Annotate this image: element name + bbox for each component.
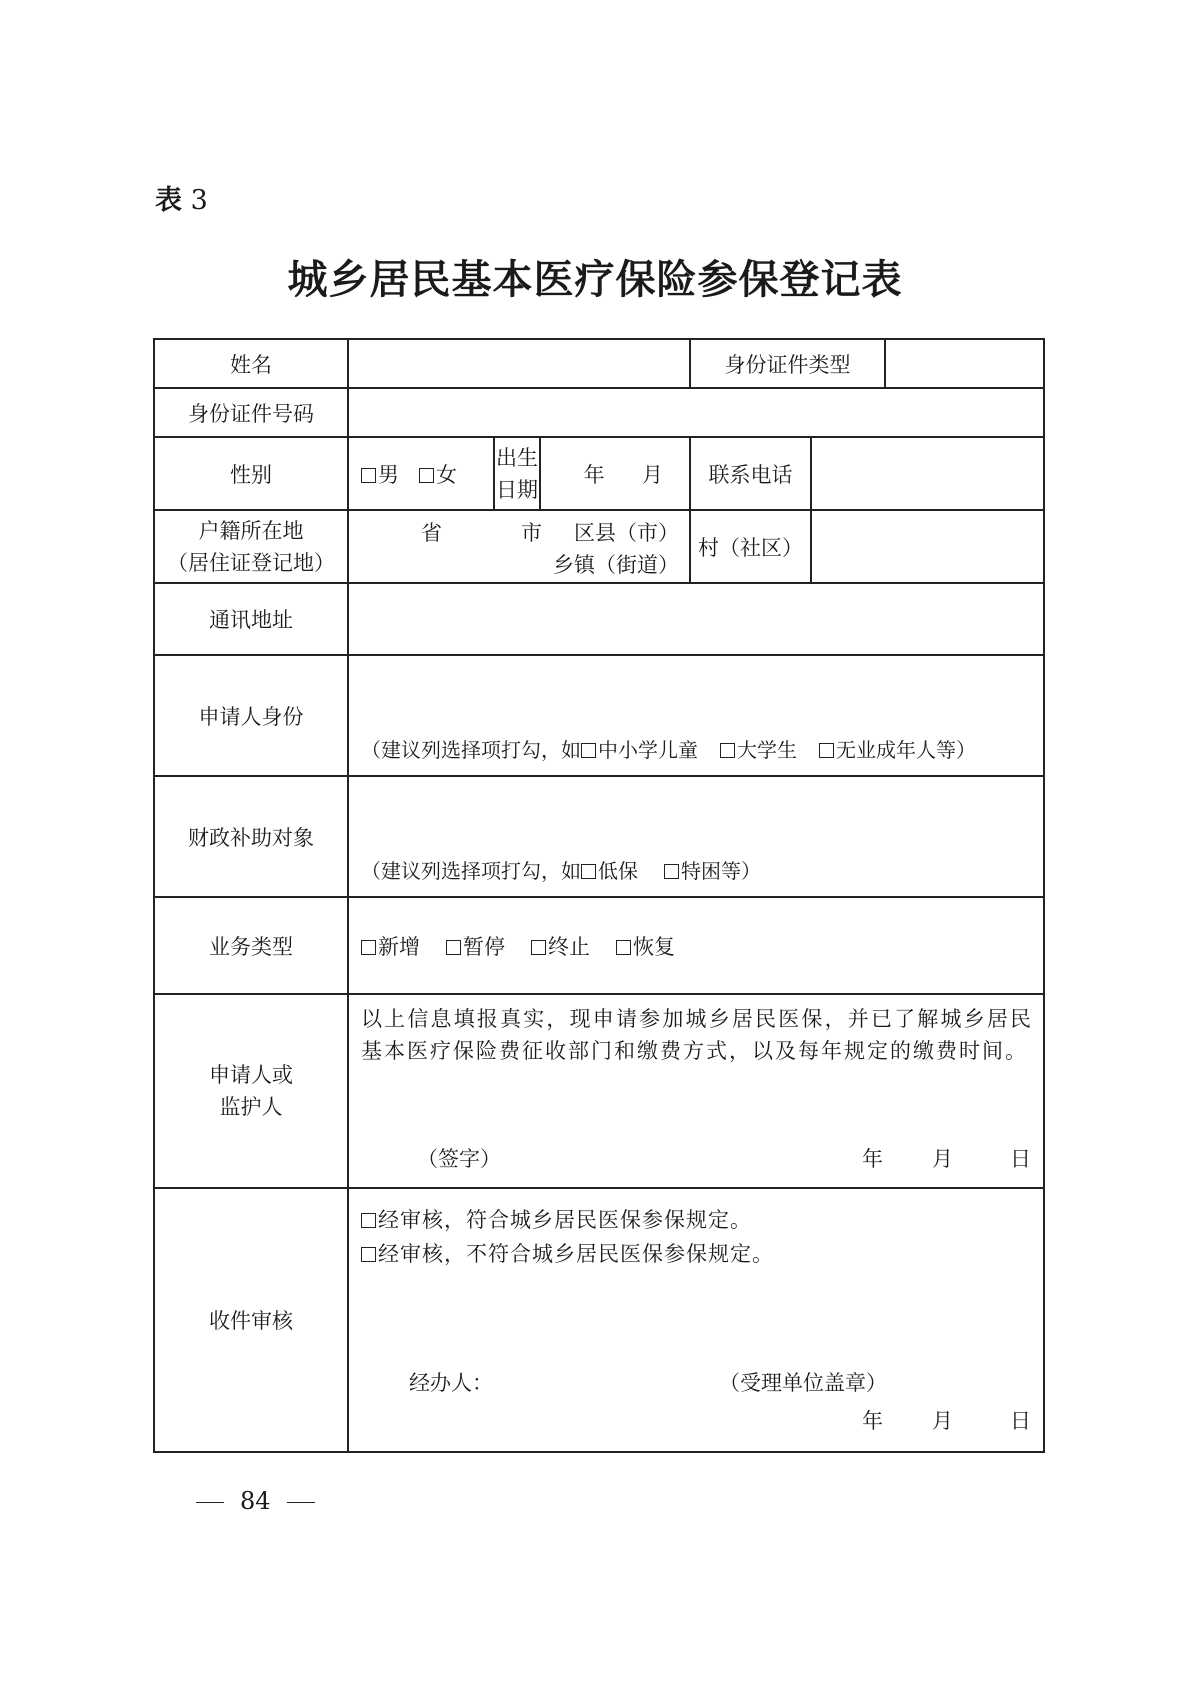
option-extreme-poverty[interactable]: 特困等 bbox=[664, 859, 741, 883]
name-field[interactable] bbox=[348, 339, 690, 388]
id-number-label: 身份证件号码 bbox=[154, 388, 348, 437]
gender-option-female[interactable]: 女 bbox=[419, 463, 457, 487]
option-primary-school-children[interactable]: 中小学儿童 bbox=[581, 738, 698, 762]
checkbox-icon[interactable] bbox=[361, 1247, 376, 1262]
subsidy-hint: （建议列选择项打勾，如 低保 特困等） bbox=[361, 859, 761, 883]
seal-label: （受理单位盖章） bbox=[719, 1371, 887, 1395]
signature-label: （签字） bbox=[417, 1147, 501, 1171]
page-number: 84 bbox=[240, 1487, 271, 1515]
handler-label: 经办人： bbox=[409, 1371, 493, 1395]
hukou-address-field[interactable] bbox=[348, 510, 690, 583]
birth-month-unit: 月 bbox=[642, 462, 664, 487]
table-number-prefix: 表 bbox=[155, 185, 182, 216]
hukou-district-unit: 区县（市） bbox=[574, 521, 680, 545]
review-label: 收件审核 bbox=[154, 1188, 348, 1452]
birth-date-label: 出生 日期 bbox=[494, 437, 540, 510]
option-unemployed-adult[interactable]: 无业成年人等 bbox=[819, 738, 956, 762]
applicant-identity-hint: （建议列选择项打勾，如 中小学儿童 大学生 无业成年人等） bbox=[361, 738, 976, 762]
applicant-declaration-cell bbox=[348, 994, 1044, 1188]
hukou-label: 户籍所在地 （居住证登记地） bbox=[154, 510, 348, 583]
birth-date-field[interactable] bbox=[540, 437, 690, 510]
gender-options bbox=[348, 437, 494, 510]
review-option-noncompliant[interactable]: 经审核，不符合城乡居民医保参保规定。 bbox=[361, 1237, 1043, 1271]
review-date-year-unit: 年 bbox=[862, 1409, 884, 1433]
date-day-unit: 日 bbox=[1010, 1147, 1032, 1171]
checkbox-icon[interactable] bbox=[531, 940, 546, 955]
id-type-cell bbox=[690, 339, 1044, 388]
date-year-unit: 年 bbox=[862, 1147, 884, 1171]
option-college-student[interactable]: 大学生 bbox=[720, 738, 797, 762]
checkbox-icon[interactable] bbox=[419, 468, 434, 483]
applicant-identity-label: 申请人身份 bbox=[154, 655, 348, 776]
registration-form bbox=[153, 338, 1045, 1453]
review-date-day-unit: 日 bbox=[1010, 1409, 1032, 1433]
checkbox-icon[interactable] bbox=[361, 940, 376, 955]
phone-field[interactable] bbox=[811, 437, 1044, 510]
gender-option-male[interactable]: 男 bbox=[361, 463, 399, 487]
birth-year-unit: 年 bbox=[583, 462, 605, 487]
checkbox-icon[interactable] bbox=[664, 864, 679, 879]
checkbox-icon[interactable] bbox=[446, 940, 461, 955]
gender-label: 性别 bbox=[154, 437, 348, 510]
phone-label: 联系电话 bbox=[690, 437, 811, 510]
checkbox-icon[interactable] bbox=[581, 743, 596, 758]
date-month-unit: 月 bbox=[932, 1147, 954, 1171]
table-number bbox=[155, 178, 208, 217]
table-number-value: 3 bbox=[190, 185, 208, 216]
hukou-village-unit: 村（社区） bbox=[690, 510, 811, 583]
checkbox-icon[interactable] bbox=[361, 1213, 376, 1228]
name-label: 姓名 bbox=[154, 339, 348, 388]
hukou-city-unit: 市 bbox=[521, 521, 542, 545]
review-date-month-unit: 月 bbox=[932, 1409, 954, 1433]
applicant-label: 申请人或 监护人 bbox=[154, 994, 348, 1188]
footer-dash-left bbox=[196, 1502, 224, 1503]
footer-dash-right bbox=[287, 1502, 315, 1503]
id-type-label: 身份证件类型 bbox=[691, 340, 886, 387]
review-cell bbox=[348, 1188, 1044, 1452]
subsidy-label: 财政补助对象 bbox=[154, 776, 348, 897]
address-label: 通讯地址 bbox=[154, 583, 348, 655]
checkbox-icon[interactable] bbox=[720, 743, 735, 758]
declaration-text: 以上信息填报真实，现申请参加城乡居民医保，并已了解城乡居民基本医疗保险费征收部门和缴费方式，以及每年规定的缴费时间。 bbox=[361, 1007, 1034, 1063]
applicant-identity-field[interactable] bbox=[348, 655, 1044, 776]
hukou-village-field[interactable] bbox=[811, 510, 1044, 583]
option-minimum-living[interactable]: 低保 bbox=[581, 859, 638, 883]
option-terminate[interactable]: 终止 bbox=[531, 935, 590, 959]
id-number-field[interactable] bbox=[348, 388, 1044, 437]
form-title: 城乡居民基本医疗保险参保登记表 bbox=[287, 257, 903, 303]
option-suspend[interactable]: 暂停 bbox=[446, 935, 505, 959]
hukou-town-unit: 乡镇（街道） bbox=[553, 553, 680, 577]
page-footer bbox=[180, 1487, 331, 1515]
id-type-field[interactable] bbox=[886, 340, 1043, 387]
checkbox-icon[interactable] bbox=[819, 743, 834, 758]
checkbox-icon[interactable] bbox=[361, 468, 376, 483]
option-new[interactable]: 新增 bbox=[361, 935, 420, 959]
subsidy-field[interactable] bbox=[348, 776, 1044, 897]
review-option-compliant[interactable]: 经审核，符合城乡居民医保参保规定。 bbox=[361, 1203, 1043, 1237]
checkbox-icon[interactable] bbox=[616, 940, 631, 955]
business-type-label: 业务类型 bbox=[154, 897, 348, 994]
hukou-province-unit: 省 bbox=[421, 521, 442, 545]
option-resume[interactable]: 恢复 bbox=[616, 935, 675, 959]
business-type-options bbox=[348, 897, 1044, 994]
address-field[interactable] bbox=[348, 583, 1044, 655]
checkbox-icon[interactable] bbox=[581, 864, 596, 879]
